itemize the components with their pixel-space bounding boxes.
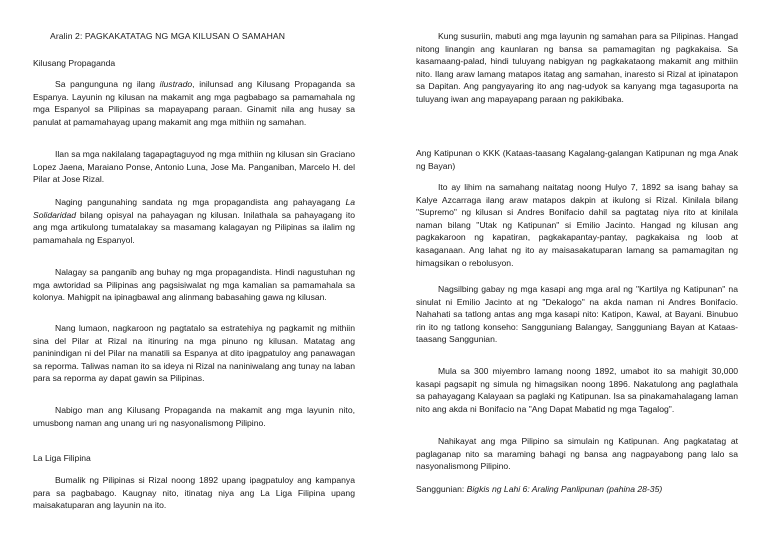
- heading-katipunan: Ang Katipunan o KKK (Kataas-taasang Kagalang-galangan Katipunan ng mga Anak ng Bayan): [416, 148, 738, 171]
- paragraph-11: Mula sa 300 miyembro lamang noong 1892, umabot ito sa mahigit 30,000 kasapi pagsapit ng simula ng himagsikan noong 1896. Nakatulong ang paglathala sa pahayagang Kalayaan sa paglaki ng Katipunan. Isa sa pinakamahalagang laman nito ang akda ni Bonifacio na "Ang Dapat Mabatid ng mga Tagalog".: [416, 366, 738, 414]
- paragraph-2: Ilan sa mga nakilalang tagapagtaguyod ng mga mithiin ng kilusan sin Graciano Lopez Jaena, Maraiano Ponse, Antonio Luna, Jose Ma. Panganiban, Marcelo H. del Pilar at Jose Rizal.: [33, 149, 355, 185]
- lesson-title: Aralin 2: PAGKAKATATAG NG MGA KILUSAN O SAMAHAN: [50, 31, 286, 41]
- paragraph-6: Nabigo man ang Kilusang Propaganda na makamit ang mga layunin nito, umusbong naman ang unang uri ng nasyonalismong Pilipino.: [33, 405, 355, 428]
- italic-ilustrado: ilustrado: [159, 79, 193, 89]
- paragraph-12: Nahikayat ang mga Pilipino sa simulain ng Katipunan. Ang pagkatatag at paglaganap nito sa maraming bahagi ng bansa ang nagpayabong pang lalo sa nasyonalismong Pilipino.: [416, 436, 738, 472]
- paragraph-1: Sa pangunguna ng ilang ilustrado, inilunsad ang Kilusang Propaganda sa Espanya. Layunin ng kilusan na makamit ang mga pagbabago sa pamamahala ng mga Espanyol sa Pilipinas sa mapayapang paraan. Ginamit nila ang husay sa panulat at pamamahayag upang makamit ang mga mithiin ng samahan.: [33, 79, 355, 127]
- paragraph-9: Ito ay lihim na samahang naitatag noong Hulyo 7, 1892 sa isang bahay sa Kalye Azcarraga ilang araw matapos dakpin at ikulong si Rizal. Kinilala bilang "Supremo" ng kilusan si Andres Bonifacio dahil sa pagtatag niya rito at kinilala naman bilang "Utak ng Katipunan" si Emilio Jacinto. Hangad ng kilusan ang pagkakaroon ng kapatiran, pagkakapantay-pantay, pagkakaisa ng loob at kasaganaan. Ang lahat ng ito ay maisasakatuparan lamang sa pamamagitan ng himagsikan o rebolusyon.: [416, 182, 738, 268]
- paragraph-7: Bumalik ng Pilipinas si Rizal noong 1892 upang ipagpatuloy ang kampanya para sa pagbabago. Kaugnay nito, itinatag niya ang La Liga Filipina upang maisakatuparan ang layunin na ito.: [33, 475, 355, 511]
- source-title: Bigkis ng Lahi 6: Araling Panlipunan (pahina 28-35): [466, 484, 663, 494]
- paragraph-8: Kung susuriin, mabuti ang mga layunin ng samahan para sa Pilipinas. Hangad nitong linangin ang kaunlaran ng bansa sa pamamagitan ng pagkakaisa. Sa kasamaang-palad, hindi tuluyang nabigyan ng pagkakataong makamit ang mithiin nito. Ilang araw lamang matapos itatag ang samahan, inaresto si Rizal at ipinatapon sa Dapitan. Ang pangyayaring ito ang nag-udyok sa kanyang mga tagasuporta na tuluyang iwan ang mapayapang paraan ng pakikibaka.: [416, 31, 738, 104]
- source-reference: Sanggunian: Bigkis ng Lahi 6: Araling Panlipunan (pahina 28-35): [416, 484, 663, 494]
- paragraph-4: Nalagay sa panganib ang buhay ng mga propagandista. Hindi nagustuhan ng mga awtoridad sa Pilipinas ang pagsisiwalat ng mga kamalian sa pamamahala sa kolonya. Mahigpit na ipinagbawal ang alinmang babasahing gawa ng kilusan.: [33, 267, 355, 303]
- paragraph-5: Nang lumaon, nagkaroon ng pagtatalo sa estratehiya ng pagkamit ng mithiin sina del Pilar at Rizal na itinuring na mga pinuno ng kilusan. Matatag ang paninindigan ni del Pilar na manatili sa Espanya at dito ipagpatuloy ang panawagan sa reporma. Taliwas naman ito sa ideya ni Rizal na naniniwalang ang tunay na laban para sa reporma ay dapat gawin sa Pilipinas.: [33, 323, 355, 384]
- paragraph-10: Nagsilbing gabay ng mga kasapi ang mga aral ng "Kartilya ng Katipunan" na sinulat ni Emilio Jacinto at ng "Dekalogo" na akda naman ni Andres Bonifacio. Nahahati sa tatlong antas ang mga kasapi nito: Katipon, Kawal, at Bayani. Binubuo rin ito ng tatlong konseho: Sangguniang Balangay, Sangguniang Bayan at Kataas-taasang Sanggunian.: [416, 284, 738, 345]
- paragraph-3: Naging pangunahing sandata ng mga propagandista ang pahayagang La Solidaridad bilang opisyal na pahayagan ng kilusan. Inilathala sa pahayagang ito ang mga artikulong tumatalakay sa masamang kalagayan ng Pilipinas sa ilalim ng pamamahala ng Espanyol.: [33, 197, 355, 245]
- italic-la-solidaridad: La Solidaridad: [33, 197, 355, 220]
- heading-kilusang-propaganda: Kilusang Propaganda: [33, 58, 116, 68]
- heading-la-liga-filipina: La Liga Filipina: [33, 453, 91, 463]
